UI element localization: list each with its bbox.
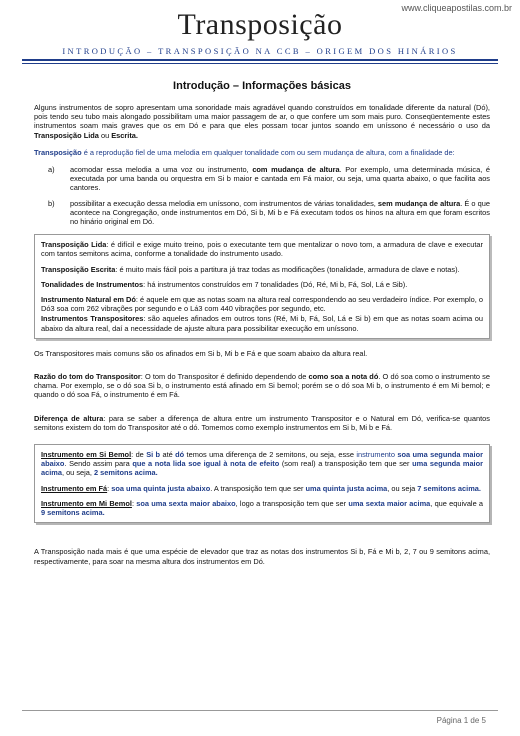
def-transpositores: [41, 314, 483, 332]
main-content: [34, 80, 490, 566]
def-transp-text: : são aqueles afinados em outros tons (Ré, Mi b, Fá, Sol, Lá e Si b) em que as notas soam acima ou abaixo da altura real, daí a necessidade de ajuste altura para possibilitar execução em uníssono.: [41, 314, 483, 333]
definition-term: Transposição: [34, 147, 82, 157]
list-item-text: [64, 199, 490, 227]
list-item-text: [64, 165, 490, 193]
fa-b1: soa uma quinta justa abaixo: [111, 483, 211, 493]
mib-t2: , logo a transposição tem que ser: [235, 498, 349, 508]
common-transpositors: Os Transpositores mais comuns são os afinados em Si b, Mi b e Fá e que soam abaixo da altura real.: [34, 348, 368, 358]
section-heading: Introdução – Informações básicas: [173, 80, 351, 92]
footer-rule: [22, 710, 498, 711]
def-escrita: [41, 265, 483, 274]
watermark-url: www.cliqueapostilas.com.br: [401, 3, 512, 13]
fa-t1: :: [107, 483, 112, 493]
intro-text: Alguns instrumentos de sopro apresentam uma sonoridade mais agradável quando construídos em tonalidade diferente da natural (Dó), pois tendo seu tubo mais alongado possibilitam uma maior passagem de ar, o que confere um som mais puro. Conseqüentemente estes instrumentos soam mais graves que os em Dó e para que eles possam tocar juntos soando em uníssono é necessário o uso da: [34, 103, 490, 131]
razao-paragraph: [34, 372, 490, 400]
definition-paragraph: [34, 148, 490, 157]
list-item-label: a): [48, 165, 55, 175]
intro-term-escrita: Escrita.: [111, 130, 138, 140]
sib-blue: instrumento: [356, 450, 395, 460]
diferenca-term: Diferença de altura: [34, 413, 104, 423]
razao-term: Razão do tom do Transpositor: [34, 372, 141, 382]
intro-paragraph: [34, 103, 490, 140]
page-number: Página 1 de 5: [436, 716, 486, 725]
def-tonal-text: : há instrumentos construídos em 7 tonalidades (Dó, Ré, Mi b, Fá, Sol, Lá e Sib).: [143, 279, 408, 289]
sib-t5: . Sendo assim para: [64, 459, 133, 469]
item-b-bold: sem mudança de altura: [377, 198, 461, 208]
razao-text-2: . O dó soa como o instrumento se chama. Por exemplo, se o dó soa Si b, o instrumento está afinado em Si bemol; porém se o dó soa Mi b, o instrumento é em Mi bemol; e quando o dó soa Fá, o instrumento é em Fá.: [34, 372, 490, 400]
razao-text: : O tom do Transpositor é definido dependendo de: [140, 372, 309, 382]
header-rule: [22, 59, 498, 61]
def-transp-term: Instrumentos Transpositores: [41, 314, 144, 324]
def-natural: [41, 295, 483, 313]
mib-b2: uma sexta maior acima: [348, 498, 431, 508]
definitions-box: [34, 234, 490, 339]
instruments-box: [34, 444, 490, 523]
def-natural-text: : é aquele em que as notas soam na altura real correspondendo ao seu verdadeiro índice. Por exemplo, o Dó3 soa com 262 vibrações por segundo e o Lá3 com 440 vibrações por segundo, etc.: [41, 295, 483, 314]
list-item: [34, 199, 490, 227]
instrument-sib: [41, 450, 483, 478]
list-item: [34, 165, 490, 193]
list-item-label: b): [48, 198, 55, 208]
mib-t1: :: [131, 498, 137, 508]
fa-b2: uma quinta justa acima: [305, 483, 388, 493]
def-lida-term: Transposição Lida: [41, 240, 107, 250]
sib-b6: 2 semitons acima.: [94, 468, 158, 478]
mib-b3: 9 semitons acima.: [41, 508, 105, 518]
def-escrita-term: Transposição Escrita: [41, 264, 116, 274]
item-a-bold: com mudança de altura: [252, 165, 340, 175]
razao-bold: como soa a nota dó: [308, 372, 379, 382]
def-lida-text: : é difícil e exige muito treino, pois o executante tem que mentalizar o novo tom, a armadura de clave e executar com tantos semitons acima, conforme a tonalidade do instrumento usado.: [41, 240, 483, 259]
item-a-text: acomodar essa melodia a uma voz ou instrumento,: [70, 165, 253, 175]
fa-t2: . A transposição tem que ser: [210, 483, 306, 493]
mib-b1: soa uma sexta maior abaixo: [136, 498, 236, 508]
sib-b4: que a nota lida soe igual à nota de efeito: [132, 459, 280, 469]
instrument-mib: [41, 499, 483, 517]
def-tonalidades: [41, 280, 483, 289]
header-rule-thin: [22, 63, 498, 64]
item-a-text-2: . Por exemplo, uma determinada música, é executada por uma banda ou orquestra em Si b maior e cantada em Fá maior, ou seja, uma quarta abaixo, o que facilita aos cantores.: [70, 165, 490, 193]
diferenca-text: : para se saber a diferença de altura entre um instrumento Transpositor e o Natural em Dó, verifica-se quantos semitons existem do tom do Transpositor até o dó. Tomemos como exemplo instrumentos em Si b, Mi b e Fá.: [34, 413, 490, 432]
fa-b3: 7 semitons acima.: [417, 483, 481, 493]
diferenca-paragraph: [34, 414, 490, 432]
sib-t3: temos uma diferença de 2 semitons, ou seja, esse: [184, 450, 357, 460]
sib-t7: , ou seja,: [61, 468, 95, 478]
instrument-sib-term: Instrumento em Si Bemol: [41, 450, 132, 460]
sib-b3: soa uma segunda maior abaixo: [41, 450, 483, 469]
definition-text: é a reprodução fiel de uma melodia em qualquer tonalidade com ou sem mudança de altura, com a finalidade de:: [81, 147, 455, 157]
sib-t1: : de: [131, 450, 147, 460]
final-paragraph: A Transposição nada mais é que uma espécie de elevador que traz as notas dos instrumentos Si b, Fá e Mi b, 2, 7 ou 9 semitons acima, respectivamente, para soar na mesma altura dos instrumentos em Dó.: [34, 547, 490, 566]
page-title: Transposição: [177, 8, 343, 41]
sib-b5: uma segunda maior acima: [41, 459, 484, 478]
instrument-fa: [41, 484, 483, 493]
intro-term-lida: Transposição Lida: [34, 130, 99, 140]
item-b-text-2: . É o que acontece na Congregação, onde instrumentos em Dó, Si b, Mi b e Fá executam todos os hinos na altura em que foram escritos no hinário original em Dó.: [70, 198, 490, 227]
mib-t3: , que equivale a: [430, 498, 484, 508]
def-natural-term: Instrumento Natural em Dó: [41, 295, 136, 305]
intro-conj: ou: [98, 130, 112, 140]
def-tonal-term: Tonalidades de Instrumentos: [41, 279, 144, 289]
sib-t2: até: [160, 450, 176, 460]
fa-t3: , ou seja: [387, 483, 418, 493]
purpose-list: [34, 165, 490, 226]
sib-b2: dó: [175, 450, 185, 460]
item-b-text: possibilitar a execução dessa melodia em uníssono, com instrumentos de várias tonalidades,: [70, 198, 378, 208]
def-lida: [41, 240, 483, 258]
page-subtitle: INTRODUÇÃO – TRANSPOSIÇÃO NA CCB – ORIGEM DOS HINÁRIOS: [62, 46, 458, 56]
instrument-mib-term: Instrumento em Mi Bemol: [41, 498, 132, 508]
sib-b1: Si b: [146, 450, 161, 460]
def-escrita-text: : é muito mais fácil pois a partitura já traz todas as modificações (tonalidade, armadura de clave e notas).: [115, 264, 460, 274]
sib-t6: (som real) a transposição tem que ser: [279, 459, 413, 469]
instrument-fa-term: Instrumento em Fá: [41, 483, 108, 493]
